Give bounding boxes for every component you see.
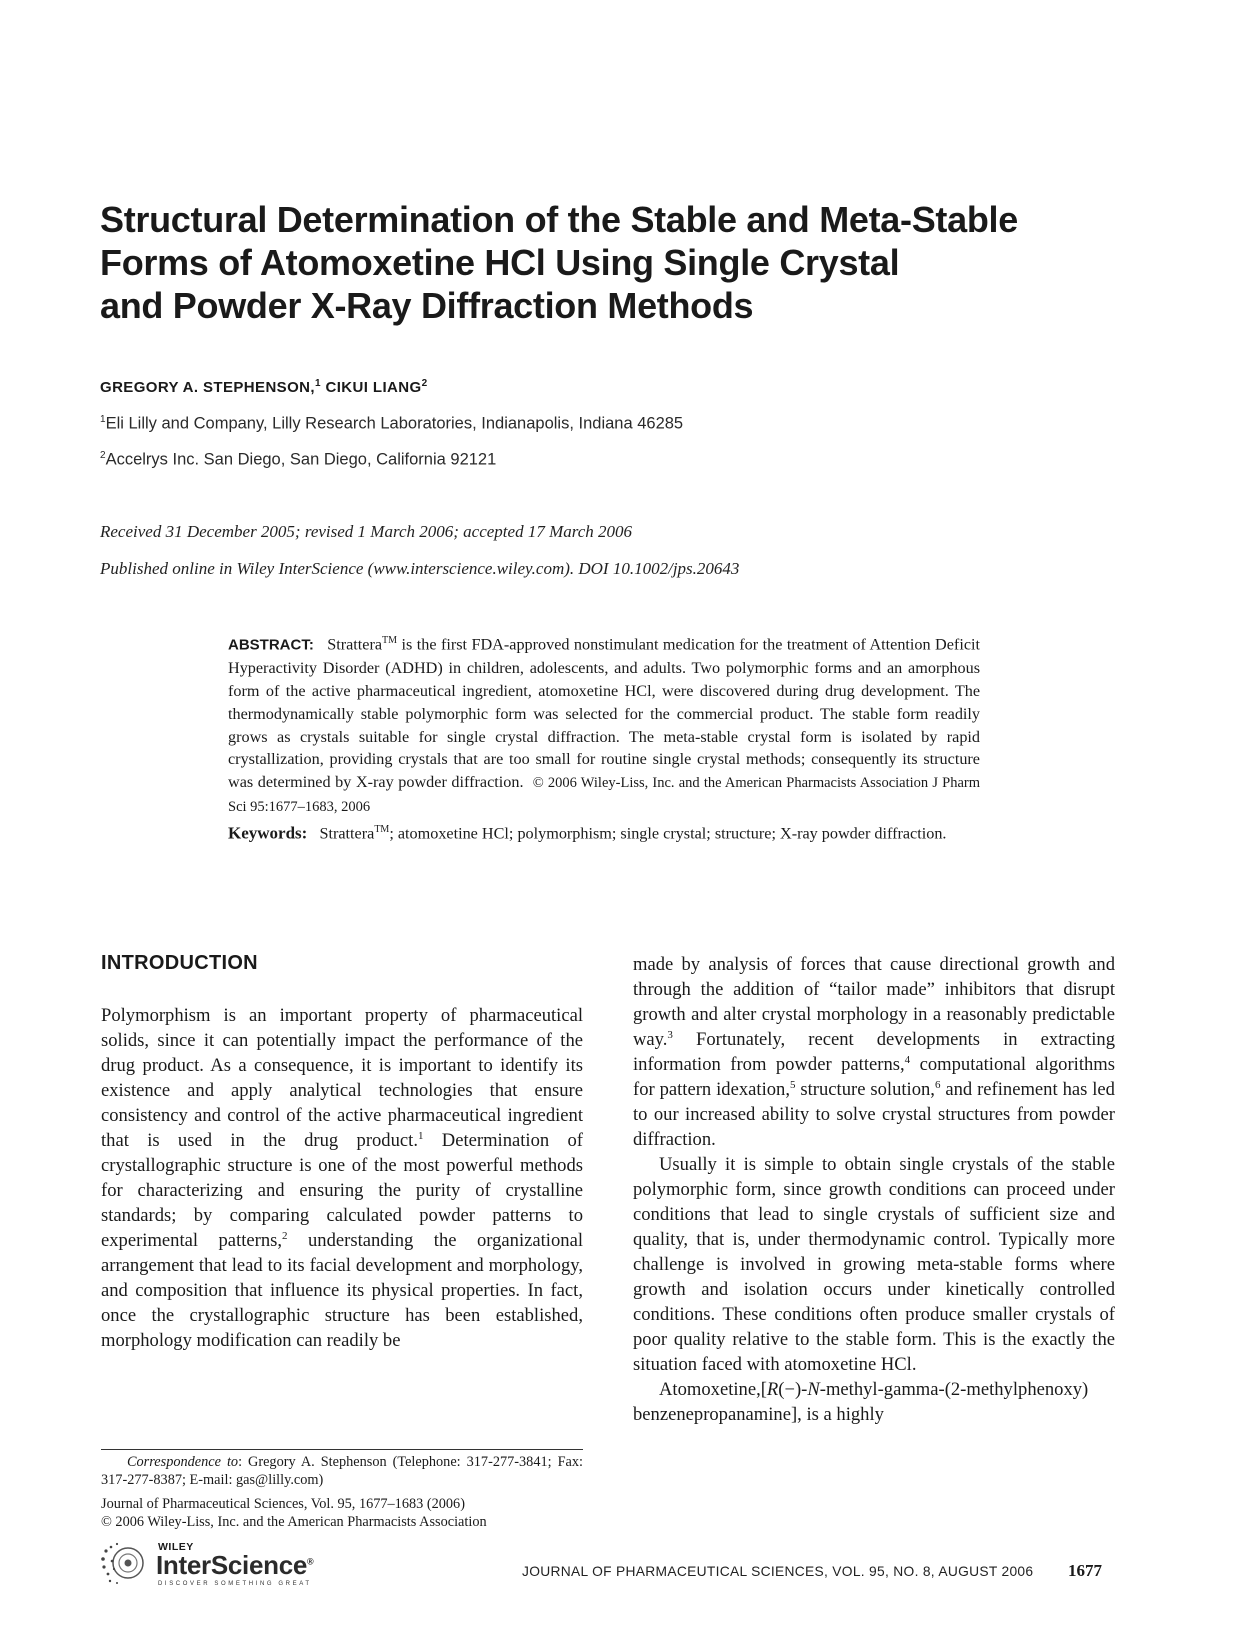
affiliation-mark: 2 — [100, 450, 106, 461]
abstract-body: is the first FDA-approved nonstimulant medication for the treatment of Attention Deficit Hyperactivity Disorder (ADHD) in children, adolescents, and adults. Two polymorphic forms and an amorphous form of the active pharmaceutical ingredient, atomoxetine HCl, were discovered during drug development. The thermodynamically stable polymorphic form was selected for the commercial product. The stable form readily grows as crystals suitable for single crystal diffraction. The meta-stable crystal form is isolated by rapid crystallization, providing crystals that are too small for routine single crystal methods; consequently its structure was determined by X-ray powder diffraction. — [228, 635, 980, 792]
correspondence — [101, 1453, 583, 1489]
affiliation-text: Eli Lilly and Company, Lilly Research Laboratories, Indianapolis, Indiana 46285 — [105, 414, 684, 433]
wiley-interscience-logo — [100, 1541, 330, 1585]
body-text: understanding the organizational arrangement that lead to its facial development and morphology, and composition that influence its physical properties. In fact, once the crystallographic structure has been established, morphology modification can readily be — [101, 1230, 583, 1351]
body-text: Atomoxetine,[ — [659, 1379, 767, 1400]
body-text: made by analysis of forces that cause directional growth and through the addition of “tailor made” inhibitors that disrupt growth and alter crystal morphology in a reasonably predictable way. — [633, 954, 1115, 1050]
footnote — [101, 1453, 583, 1531]
abstract-copyright: © 2006 Wiley-Liss, Inc. and the American Pharmacists Association J Pharm Sci 95:1677–1683, 2006 — [228, 775, 980, 815]
affiliation — [100, 450, 496, 470]
publication-info: Published online in Wiley InterScience (www.interscience.wiley.com). DOI 10.1002/jps.20643 — [100, 559, 740, 578]
intro-paragraph — [633, 952, 1115, 1152]
article-title — [100, 198, 1100, 327]
title-line-2: Forms of Atomoxetine HCl Using Single Crystal — [100, 242, 900, 283]
correspondence-label: Correspondence to — [127, 1454, 239, 1470]
title-line-1: Structural Determination of the Stable and Meta-Stable — [100, 199, 1018, 240]
intro-paragraph: Usually it is simple to obtain single crystals of the stable polymorphic form, since growth conditions can proceed under conditions that lead to single crystals of sufficient size and quality, that is, under thermodynamic control. Typically more challenge is involved in growing meta-stable forms where growth and isolation occurs under kinetically controlled conditions. These conditions often produce smaller crystals of poor quality relative to the stable form. This is the exactly the situation faced with atomoxetine HCl. — [633, 1154, 1115, 1375]
reference-mark: 2 — [282, 1229, 288, 1242]
body-text: -methyl-gamma-(2-methylphenoxy) benzenepropanamine], is a highly — [633, 1379, 1089, 1425]
left-column — [101, 1003, 583, 1353]
body-text: Fortunately, recent developments in extracting information from powder patterns, — [633, 1029, 1115, 1075]
reference-mark: 6 — [934, 1078, 941, 1091]
globe-icon — [100, 1541, 150, 1585]
body-text: computational algorithms for pattern idexation, — [633, 1054, 1115, 1100]
locant: N — [807, 1379, 820, 1400]
affiliation-mark: 1 — [100, 414, 106, 425]
interscience-name: InterScience — [156, 1550, 308, 1580]
registered-mark: ® — [307, 1556, 314, 1567]
abstract-drug-name: Strattera — [327, 635, 383, 654]
author-name: CIKUI LIANG — [325, 379, 422, 396]
intro-paragraph — [101, 1003, 583, 1353]
keywords-label: Keywords: — [228, 823, 308, 843]
body-text: (−)- — [778, 1379, 808, 1400]
title-line-3: and Powder X-Ray Diffraction Methods — [100, 285, 754, 326]
stereo-descriptor: R — [766, 1379, 779, 1400]
reference-mark: 5 — [789, 1078, 796, 1091]
received-dates: Received 31 December 2005; revised 1 March 2006; accepted 17 March 2006 — [100, 522, 633, 541]
author-name: GREGORY A. STEPHENSON, — [100, 379, 315, 396]
affiliation-text: Accelrys Inc. San Diego, San Diego, California 92121 — [105, 450, 497, 469]
running-footer: JOURNAL OF PHARMACEUTICAL SCIENCES, VOL. 95, NO. 8, AUGUST 2006 — [522, 1564, 1034, 1579]
journal-citation: Journal of Pharmaceutical Sciences, Vol. 95, 1677–1683 (2006) — [101, 1496, 465, 1512]
author-list — [100, 378, 428, 396]
reference-mark: 3 — [667, 1028, 673, 1041]
footnote-divider — [101, 1449, 583, 1450]
author-affiliation-mark: 1 — [314, 378, 321, 389]
intro-paragraph — [633, 1377, 1115, 1427]
reference-mark: 1 — [417, 1129, 424, 1142]
section-heading: INTRODUCTION — [101, 952, 258, 974]
trademark-mark: TM — [382, 635, 398, 646]
keywords-list: ; atomoxetine HCl; polymorphism; single crystal; structure; X-ray powder diffraction. — [389, 824, 947, 843]
body-text: Determination of crystallographic structure is one of the most powerful methods for characterizing and ensuring the purity of crystalline standards; by comparing calculated powder patterns to experimental patterns, — [101, 1130, 584, 1251]
abstract — [228, 630, 980, 845]
body-text: and refinement has led to our increased ability to solve crystal structures from powder diffraction. — [633, 1079, 1115, 1150]
author-affiliation-mark: 2 — [421, 378, 428, 389]
affiliation — [100, 414, 683, 434]
interscience-wordmark — [156, 1550, 313, 1581]
reference-mark: 4 — [904, 1053, 911, 1066]
publisher-wordmark: WILEY — [158, 1541, 194, 1553]
page-number: 1677 — [1068, 1561, 1102, 1580]
footnote-copyright: © 2006 Wiley-Liss, Inc. and the American Pharmacists Association — [101, 1514, 487, 1530]
keyword-drug-name: Strattera — [319, 824, 375, 843]
logo-tagline: DISCOVER SOMETHING GREAT — [158, 1581, 312, 1587]
right-column — [633, 952, 1115, 1427]
abstract-label: ABSTRACT: — [228, 636, 314, 654]
body-text: structure solution, — [795, 1079, 935, 1100]
body-text: Polymorphism is an important property of pharmaceutical solids, since it can potentially impact the performance of the drug product. As a consequence, it is important to identify its existence and apply analytical technologies that ensure consistency and control of the active pharmaceutical ingredient that is used in the drug product. — [101, 1005, 583, 1151]
correspondence-text: : Gregory A. Stephenson (Telephone: 317-277-3841; Fax: 317-277-8387; E-mail: gas@lilly.com) — [101, 1454, 583, 1488]
trademark-mark: TM — [374, 823, 390, 835]
